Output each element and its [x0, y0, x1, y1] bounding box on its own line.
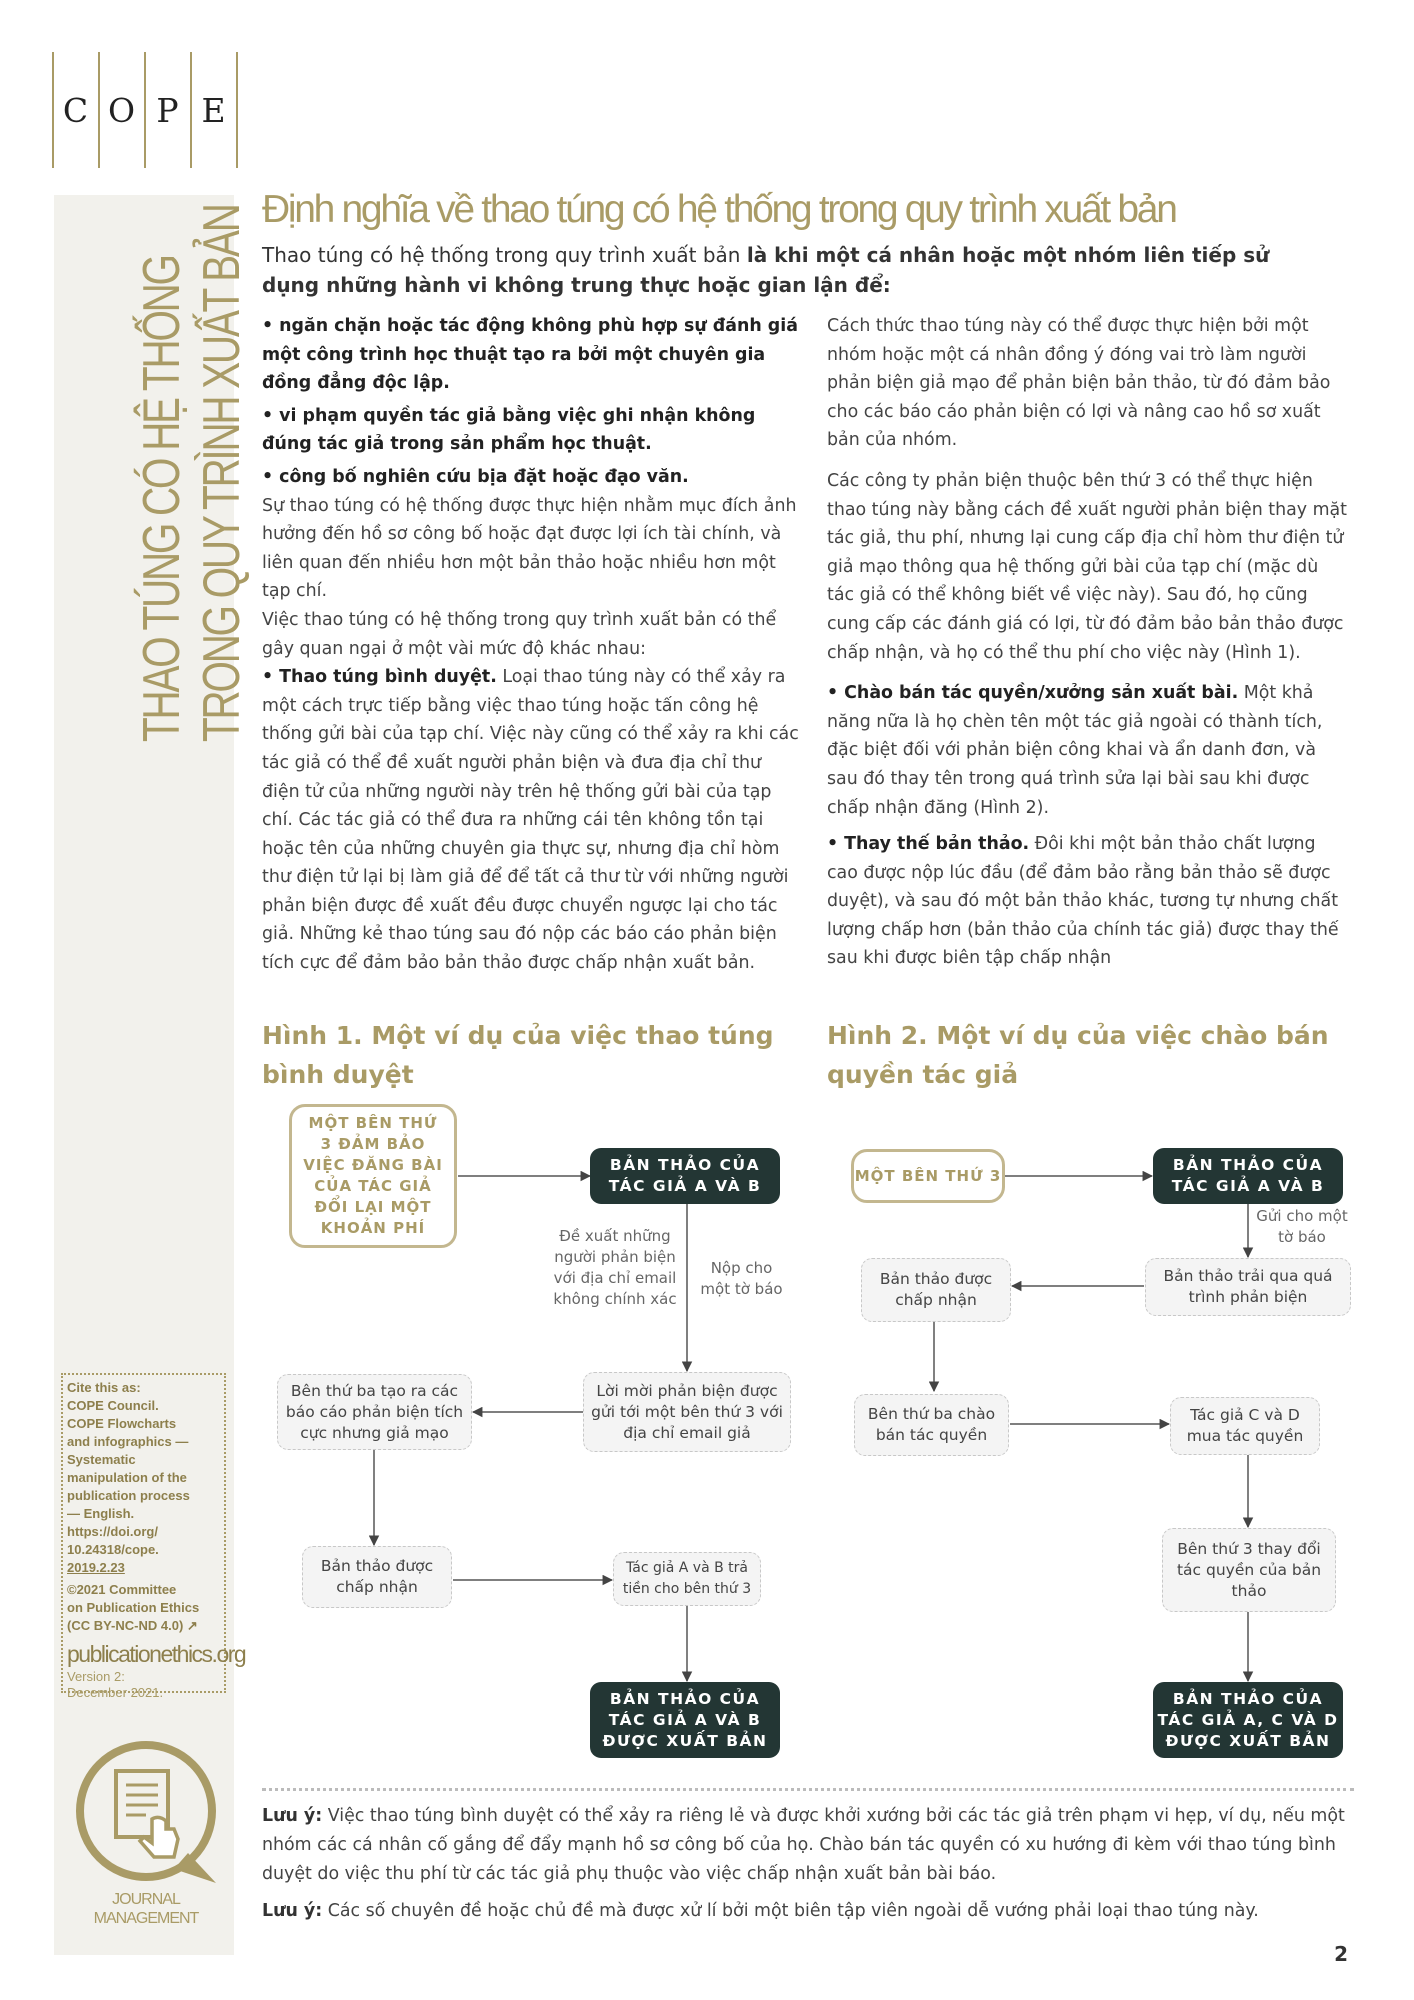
logo-letter: O	[107, 90, 137, 130]
cite-line: manipulation of the	[67, 1470, 187, 1485]
intro-bold-text: là khi một cá nhân hoặc một nhóm liên tiếp sử dụng những hành vi không trung thực hoặc gian lận để:	[262, 243, 1270, 297]
submit-note: Nộp cho một tờ báo	[700, 1259, 783, 1298]
authorship-label: • Chào bán tác quyền/xưởng sản xuất bài.	[827, 683, 1239, 704]
category-line: MANAGEMENT	[93, 1910, 199, 1927]
page-number: 2	[1334, 1942, 1348, 1966]
pay-box: Tác giả A và B trả tiền cho bên thứ 3	[613, 1552, 761, 1606]
send-note: Gửi cho một tờ báo	[1256, 1207, 1348, 1246]
figure-2-title: Hình 2. Một ví dụ của việc chào bán quyền tác giả	[827, 1021, 1329, 1089]
logo-bar	[236, 52, 238, 168]
third-party-box: MỘT BÊN THỨ 3	[851, 1149, 1005, 1203]
citation-box	[61, 1373, 246, 1700]
third-party-box: MỘT BÊN THỨ 3 ĐẢM BẢO VIỆC ĐĂNG BÀI CỦA TÁC GIẢ ĐỔI LẠI MỘT KHOẢN PHÍ	[289, 1104, 457, 1248]
bullet-item: • vi phạm quyền tác giả bằng việc ghi nhận không đúng tác giả trong sản phẩm học thuật.	[262, 405, 756, 455]
logo-letter: E	[201, 90, 227, 130]
sidebar-title-line: THAO TÚNG CÓ HỆ THỐNG	[133, 256, 191, 742]
body-paragraph: Cách thức thao túng này có thể được thực hiện bởi một nhóm hoặc một cá nhân đồng ý đóng vai trò làm người phản biện giả mạo để phản biện bản thảo, từ đó đảm bảo cho các báo cáo phản biện có lợi và nâng cao hồ sơ xuất bản của nhóm.	[827, 316, 1331, 451]
cope-logo[interactable]	[52, 52, 238, 168]
external-link-icon[interactable]: ↗	[186, 1618, 198, 1633]
divider	[262, 1788, 1354, 1791]
manuscript-box: BẢN THẢO CỦA TÁC GIẢ A VÀ B	[1153, 1148, 1343, 1204]
license-text[interactable]: (CC BY-NC-ND 4.0)	[67, 1618, 184, 1633]
swap-text: Đôi khi một bản thảo chất lượng cao được nộp lúc đầu (để đảm bảo rằng bản thảo sẽ được duyệt), và sau đó một bản thảo khác, tương tự nhưng chất lượng chấp hơn (bản thảo của chính tác giả) được thay thế sau khi được biên tập chấp nhận	[827, 834, 1339, 969]
doi-link[interactable]: https://doi.org/	[67, 1524, 158, 1539]
published-box: BẢN THẢO CỦA TÁC GIẢ A, C VÀ D ĐƯỢC XUẤT BẢN	[1153, 1682, 1343, 1758]
note-text: Các số chuyên đề hoặc chủ đề mà được xử lí bởi một biên tập viên ngoài dễ vướng phải loại thao túng này.	[322, 1901, 1259, 1921]
accepted-box: Bản thảo được chấp nhận	[302, 1546, 452, 1608]
bullet-item: • ngăn chặn hoặc tác động không phù hợp sự đánh giá một công trình học thuật tạo ra bởi một chuyên gia đồng đẳng độc lập.	[262, 316, 798, 394]
swap-label: • Thay thế bản thảo.	[827, 834, 1030, 855]
sidebar-title	[132, 205, 282, 742]
intro-paragraph	[262, 240, 1312, 300]
authorship-text: Một khả năng nữa là họ chèn tên một tác giả ngoài có thành tích, đặc biệt đối với phản biện công khai và ẩn danh đơn, và sau đó thay tên trong quá trình sửa lại bài sau khi được chấp nhận đăng (Hình 2).	[827, 683, 1323, 818]
notes	[262, 1802, 1352, 1934]
note-label: Lưu ý:	[262, 1901, 323, 1921]
manuscript-box: BẢN THẢO CỦA TÁC GIẢ A VÀ B	[590, 1148, 780, 1204]
cite-line: and infographics —	[67, 1434, 189, 1449]
review-box: Bản thảo trải qua quá trình phản biện	[1145, 1258, 1351, 1316]
left-column	[262, 312, 802, 988]
note-text: Việc thao túng bình duyệt có thể xảy ra riêng lẻ và được khởi xướng bởi các tác giả trên phạm vi hẹp, ví dụ, nếu một nhóm các cá nhân cố gắng để đẩy mạnh hồ sơ công bố của họ. Chào bán tác quyền có xu hướng đi kèm với thao túng bình duyệt do việc thu phí từ các tác giả phụ thuộc vào việc chấp nhận xuất bản bài báo.	[262, 1806, 1345, 1884]
offer-box: Bên thứ ba chào bán tác quyền	[854, 1394, 1009, 1456]
cite-line: COPE Flowcharts	[67, 1416, 177, 1431]
note-paragraph	[262, 1897, 1352, 1926]
body-paragraph: Sự thao túng có hệ thống được thực hiện nhằm mục đích ảnh hưởng đến hồ sơ công bố hoặc đạt được lợi ích tài chính, và liên quan đến nhiều hơn một bản thảo hoặc nhiều hơn một tạp chí.	[262, 495, 797, 602]
body-paragraph: Việc thao túng có hệ thống trong quy trình xuất bản có thể gây quan ngại ở một vài mức độ khác nhau:	[262, 609, 777, 659]
fake-reports-box: Bên thứ ba tạo ra các báo cáo phản biện tích cực nhưng giả mạo	[277, 1374, 472, 1450]
authorship-paragraph	[827, 679, 1347, 822]
doi-link[interactable]: 2019.2.23	[67, 1560, 125, 1575]
buy-box: Tác giả C và D mua tác quyền	[1170, 1397, 1320, 1455]
version-line: Version 2:	[67, 1669, 125, 1684]
right-column	[827, 312, 1347, 983]
cite-line: Cite this as:	[67, 1380, 141, 1395]
figure-1-title: Hình 1. Một ví dụ của việc thao túng bình duyệt	[262, 1021, 774, 1089]
version-line: December 2021.	[67, 1685, 164, 1700]
cite-line: COPE Council.	[67, 1398, 159, 1413]
body-paragraph: Các công ty phản biện thuộc bên thứ 3 có thể thực hiện thao túng này bằng cách đề xuất người phản biện thay mặt tác giả, thu phí, nhưng lại cung cấp địa chỉ hòm thư điện tử giả mạo thông qua hệ thống gửi bài của tạp chí (mặc dù tác giả có thể không biết về việc này). Sau đó, họ cũng cung cấp các đánh giá có lợi, từ đó đảm bảo bản thảo được chấp nhận, và họ có thể thu phí cho việc này (Hình 1).	[827, 470, 1347, 663]
bullet-item: • công bố nghiên cứu bịa đặt hoặc đạo văn.	[262, 466, 689, 487]
document-hand-icon	[70, 1735, 222, 1887]
sidebar-title-line: TRONG QUY TRÌNH XUẤT BẢN	[193, 205, 251, 742]
invite-box: Lời mời phản biện được gửi tới một bên thứ 3 với địa chỉ email giả	[583, 1372, 791, 1452]
suggest-note: Đề xuất những người phản biện với địa chỉ email không chính xác	[553, 1227, 677, 1308]
peer-review-paragraph	[262, 663, 802, 978]
note-label: Lưu ý:	[262, 1806, 323, 1826]
doi-link[interactable]: 10.24318/cope.	[67, 1542, 159, 1557]
change-box: Bên thứ 3 thay đổi tác quyền của bản thảo	[1162, 1528, 1336, 1612]
peer-review-text: Loại thao túng này có thể xảy ra một cách trực tiếp bằng việc thao túng hoặc tấn công hệ thống gửi bài của tạp chí. Việc này cũng có thể xảy ra khi các tác giả có thể đề xuất người phản biện và đưa địa chỉ thư điện tử của những người này trên hệ thống gửi bài của tạp chí. Các tác giả có thể đưa ra những cái tên không tồn tại hoặc tên của những chuyên gia thực sự, nhưng địa chỉ hòm thư điện tử lại bị làm giả để để tất cả thư từ với những người phản biện được đề xuất đều được chuyển ngược lại cho tác giả. Những kẻ thao túng sau đó nộp các báo cáo phản biện tích cực để đảm bảo bản thảo được chấp nhận xuất bản.	[262, 667, 799, 974]
license-line[interactable]	[67, 1617, 220, 1635]
logo-letter: P	[156, 90, 180, 130]
cite-line: — English.	[67, 1506, 135, 1521]
category-label	[70, 1890, 222, 1928]
logo-letter: C	[62, 90, 90, 130]
peer-review-label: • Thao túng bình duyệt.	[262, 667, 497, 688]
copyright-line: on Publication Ethics	[67, 1600, 200, 1615]
page-title: Định nghĩa về thao túng có hệ thống trong quy trình xuất bản	[262, 188, 1176, 231]
cite-line: publication process	[67, 1488, 190, 1503]
note-paragraph	[262, 1802, 1352, 1889]
intro-text: Thao túng có hệ thống trong quy trình xuất bản	[262, 243, 747, 267]
category-line: JOURNAL	[112, 1891, 180, 1908]
site-link[interactable]: publicationethics.org	[67, 1641, 246, 1667]
cite-line: Systematic	[67, 1452, 136, 1467]
accepted-box: Bản thảo được chấp nhận	[861, 1258, 1011, 1322]
copyright-line: ©2021 Committee	[67, 1582, 177, 1597]
swap-paragraph	[827, 830, 1347, 973]
published-box: BẢN THẢO CỦA TÁC GIẢ A VÀ B ĐƯỢC XUẤT BẢN	[590, 1682, 780, 1758]
